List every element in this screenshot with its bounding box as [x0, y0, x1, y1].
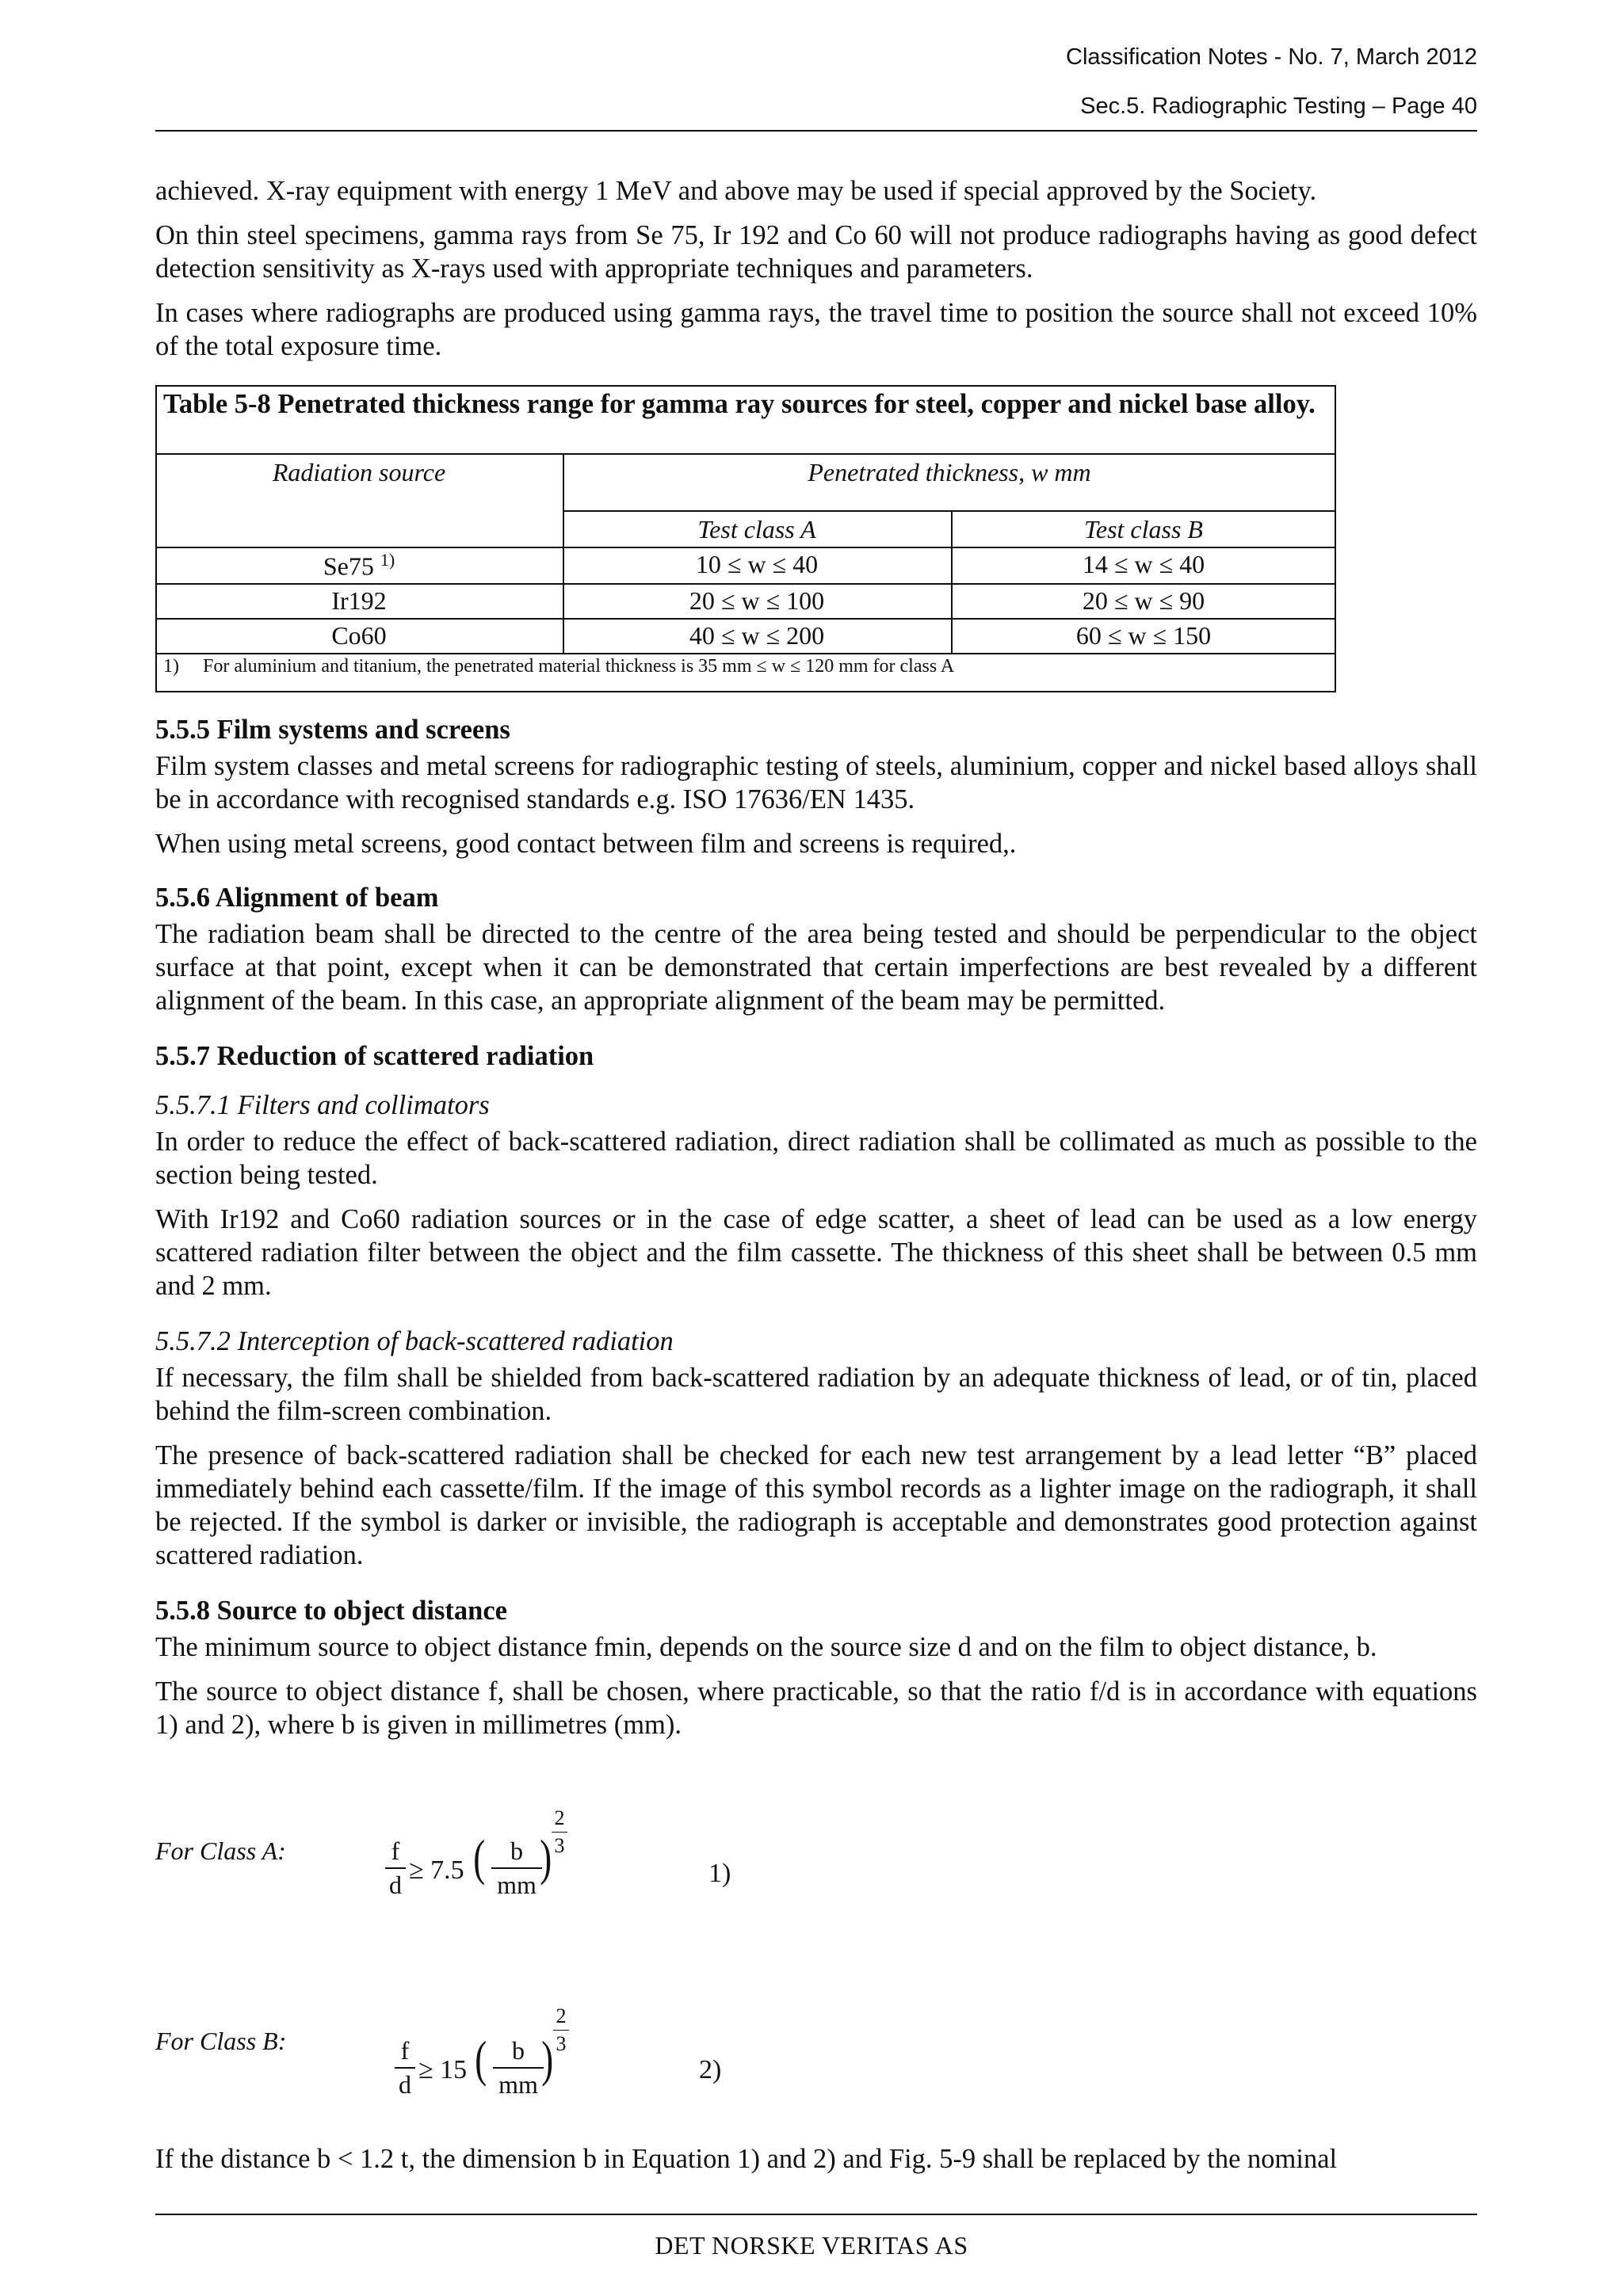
paragraph-distance-b: If the distance b < 1.2 t, the dimension b in Equation 1) and 2) and Fig. 5-9 shall be replaced by the nominal — [155, 2144, 1338, 2174]
table-rule — [155, 453, 1336, 455]
heading-5-5-7-1: 5.5.7.1 Filters and collimators — [155, 1090, 490, 1120]
heading-5-5-7-2: 5.5.7.2 Interception of back-scattered radiation — [155, 1326, 674, 1356]
exponent-two-thirds: 2 3 — [552, 1806, 567, 1858]
table-cell-class-a: 10 ≤ w ≤ 40 — [695, 550, 819, 578]
equation-relation: ≥ 15 — [418, 2055, 468, 2084]
right-paren: ) — [540, 1829, 552, 1886]
table-header-class-b: Test class B — [1084, 515, 1203, 543]
exponent-two-thirds: 2 3 — [553, 2004, 569, 2056]
table-header-source: Radiation source — [272, 458, 446, 486]
fraction-f-over-d: f d — [395, 2036, 415, 2100]
table-header-thickness: Penetrated thickness, w mm — [808, 458, 1091, 486]
table-cell-class-b: 60 ≤ w ≤ 150 — [1075, 621, 1212, 650]
heading-5-5-5: 5.5.5 Film systems and screens — [155, 715, 510, 745]
paragraph-travel-time: In cases where radiographs are produced using gamma rays, the travel time to position the source shall not exceed 10% of the total exposure time. — [155, 298, 1477, 361]
table-rule — [155, 583, 1336, 585]
table-cell-source: Co60 — [331, 621, 387, 650]
equation-label-class-a: For Class A: — [155, 1836, 286, 1865]
equation-tag: 2) — [699, 2055, 722, 2084]
table-cell-class-a: 40 ≤ w ≤ 200 — [689, 621, 825, 650]
header-rule — [155, 130, 1477, 132]
fraction-b-over-mm: b mm — [493, 2036, 544, 2100]
heading-5-5-6: 5.5.6 Alignment of beam — [155, 883, 439, 913]
header-publication: Classification Notes - No. 7, March 2012 — [1066, 44, 1477, 70]
equation-tag: 1) — [708, 1859, 731, 1888]
table-cell-source: Ir192 — [331, 586, 387, 615]
paragraph-lead-filter: With Ir192 and Co60 radiation sources or in the case of edge scatter, a sheet of lead can be used as a low energy scattered radiation filter between the object and the film cassette. The thickness of this sheet shall be between 0.5 mm and 2 mm. — [155, 1204, 1477, 1301]
table-header-class-a: Test class A — [697, 515, 816, 543]
table-caption: Table 5-8 Penetrated thickness range for gamma ray sources for steel, copper and nickel base alloy. — [163, 389, 1316, 419]
equation-relation: ≥ 7.5 — [409, 1855, 464, 1885]
paragraph-xray-energy: achieved. X-ray equipment with energy 1 MeV and above may be used if special approved by the Society. — [155, 176, 1317, 206]
paragraph-film-systems: Film system classes and metal screens for radiographic testing of steels, aluminium, copper and nickel based alloys shall be in accordance with recognised standards e.g. ISO 17636/EN 1435. — [155, 751, 1477, 814]
fraction-b-over-mm: b mm — [491, 1836, 542, 1900]
table-cell-class-a: 20 ≤ w ≤ 100 — [689, 586, 825, 615]
equation-label-class-b: For Class B: — [155, 2027, 287, 2055]
table-rule — [563, 510, 1336, 512]
paragraph-shielding: If necessary, the film shall be shielded from back-scattered radiation by an adequate thickness of lead, or of tin, placed behind the film-screen combination. — [155, 1363, 1477, 1426]
table-cell-class-b: 14 ≤ w ≤ 40 — [1082, 550, 1205, 578]
table-cell-source: Se75 $^{1)}$ — [323, 550, 395, 581]
table-rule — [155, 547, 1336, 548]
paragraph-thin-steel: On thin steel specimens, gamma rays from Se 75, Ir 192 and Co 60 will not produce radiographs having as good defect detection sensitivity as X-rays used with appropriate techniques and parameters. — [155, 220, 1477, 284]
paragraph-min-distance: The minimum source to object distance fmin, depends on the source size d and on the film to object distance, b. — [155, 1632, 1377, 1662]
left-paren: ( — [473, 1829, 486, 1886]
paragraph-lead-letter-b: The presence of back-scattered radiation shall be checked for each new test arrangement by a lead letter “B” placed immediately behind each cassette/film. If the image of this symbol records as a lighter image on the radiograph, it shall be rejected. If the symbol is darker or invisible, the radiograph is acceptable and demonstrates good protection against scattered radiation. — [155, 1440, 1477, 1570]
paragraph-collimation: In order to reduce the effect of back-scattered radiation, direct radiation shall be collimated as much as possible to the section being tested. — [155, 1127, 1477, 1190]
left-paren: ( — [475, 2031, 487, 2087]
paragraph-metal-screens: When using metal screens, good contact between film and screens is required,. — [155, 829, 1017, 859]
table-rule — [155, 618, 1336, 620]
footer-rule — [155, 2214, 1477, 2215]
footnote-marker: 1) — [380, 550, 395, 570]
paragraph-alignment: The radiation beam shall be directed to the centre of the area being tested and should be perpendicular to the object surface at that point, except when it can be demonstrated that certain imperfections are best revealed by a different alignment of the beam. In this case, an appropriate alignment of the beam may be permitted. — [155, 919, 1477, 1016]
fraction-f-over-d: f d — [385, 1836, 406, 1900]
header-section-page: Sec.5. Radiographic Testing – Page 40 — [1080, 93, 1477, 119]
heading-5-5-7: 5.5.7 Reduction of scattered radiation — [155, 1041, 594, 1071]
table-cell-class-b: 20 ≤ w ≤ 90 — [1082, 586, 1205, 615]
heading-5-5-8: 5.5.8 Source to object distance — [155, 1596, 507, 1626]
table-rule — [155, 653, 1336, 654]
table-footnote: 1) For aluminium and titanium, the penetrated material thickness is 35 mm ≤ w ≤ 120 mm for class A — [163, 656, 955, 677]
footer-company: DET NORSKE VERITAS AS — [655, 2231, 968, 2260]
right-paren: ) — [541, 2031, 554, 2087]
paragraph-ratio: The source to object distance f, shall be chosen, where practicable, so that the ratio f/d is in accordance with equations 1) and 2), where b is given in millimetres (mm). — [155, 1676, 1477, 1740]
